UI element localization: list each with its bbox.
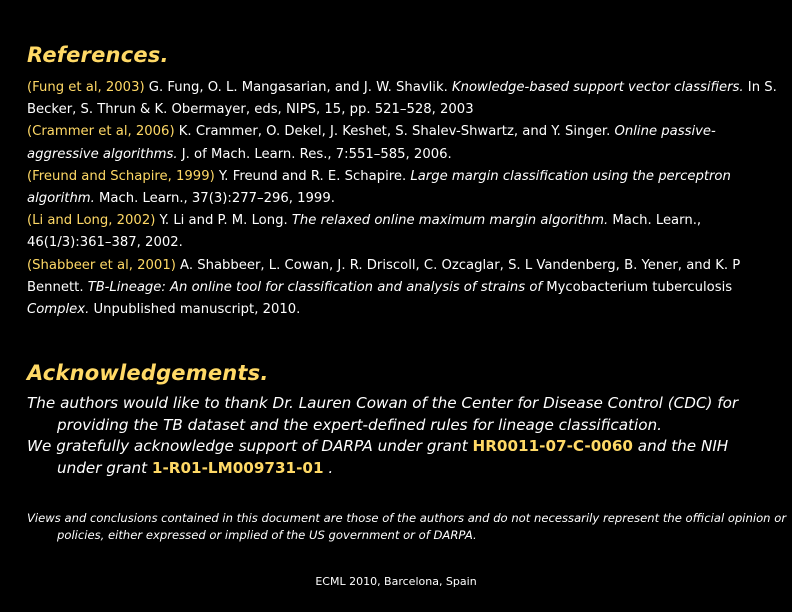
reference-citation: (Freund and Schapire, 1999) (27, 168, 215, 184)
footer: ECML 2010, Barcelona, Spain (315, 575, 477, 588)
reference-citation: (Li and Long, 2002) (27, 213, 156, 229)
ack-text: . (323, 458, 334, 477)
reference-source: Mach. Learn., 46(1/3):361–387, 2002. (27, 213, 702, 251)
acknowledgement-paragraph: The authors would like to thank Dr. Lauren Cowan of the Center for Disease Control (CDC) for providing the TB dataset and the expert-defined rules for lineage classification. (27, 394, 739, 434)
references-heading: References. (27, 43, 169, 67)
reference-authors: K. Crammer, O. Dekel, J. Keshet, S. Shalev-Shwartz, and Y. Singer. (174, 124, 615, 140)
reference-title: The relaxed online maximum margin algorithm. (291, 213, 609, 229)
reference-authors: Y. Freund and R. E. Schapire. (214, 168, 411, 184)
reference-item (27, 77, 777, 121)
acknowledgements-body (27, 393, 777, 479)
ack-text: We gratefully acknowledge support of DARPA under grant (27, 437, 473, 456)
reference-source: J. of Mach. Learn. Res., 7:551–585, 2006. (177, 146, 452, 162)
reference-source: In S. Becker, S. Thrun & K. Obermayer, eds, NIPS, 15, pp. 521–528, 2003 (27, 80, 777, 118)
reference-title: TB-Lineage: An online tool for classification and analysis of strains of (87, 279, 543, 295)
reference-title: Online passive-aggressive algorithms. (27, 124, 716, 162)
reference-item (27, 166, 777, 210)
grant-number-darpa: HR0011-07-C-0060 (472, 437, 633, 456)
acknowledgements-heading: Acknowledgements. (27, 361, 269, 385)
reference-citation: (Fung et al, 2003) (27, 80, 145, 95)
reference-title-species: Mycobacterium tuberculosis (542, 279, 733, 295)
grant-number-nih: 1-R01-LM009731-01 (151, 458, 324, 477)
disclaimer: Views and conclusions contained in this document are those of the authors and do not necessarily represent the official opinion or policies, either expressed or implied of the US government or of DARPA. (27, 511, 787, 542)
references-list (27, 77, 777, 321)
reference-item (27, 121, 777, 165)
acknowledgement-paragraph (27, 436, 777, 479)
reference-authors: Y. Li and P. M. Long. (155, 213, 292, 229)
reference-citation: (Crammer et al, 2006) (27, 124, 175, 140)
reference-title: Large margin classification using the perceptron algorithm. (27, 168, 731, 207)
reference-source: Unpublished manuscript, 2010. (89, 302, 301, 318)
reference-citation: (Shabbeer et al, 2001) (27, 257, 176, 273)
reference-authors: A. Shabbeer, L. Cowan, J. R. Driscoll, C. Ozcaglar, S. L Vandenberg, B. Yener, and K. P Bennett. (27, 257, 741, 295)
reference-title-end: Complex. (27, 302, 90, 318)
reference-item (27, 210, 777, 254)
reference-item (27, 255, 777, 322)
reference-title: Knowledge-based support vector classifiers. (451, 80, 744, 95)
ack-text: and the NIH under grant (57, 437, 729, 477)
reference-authors: G. Fung, O. L. Mangasarian, and J. W. Shavlik. (144, 80, 452, 95)
reference-source: Mach. Learn., 37(3):277–296, 1999. (94, 191, 335, 207)
